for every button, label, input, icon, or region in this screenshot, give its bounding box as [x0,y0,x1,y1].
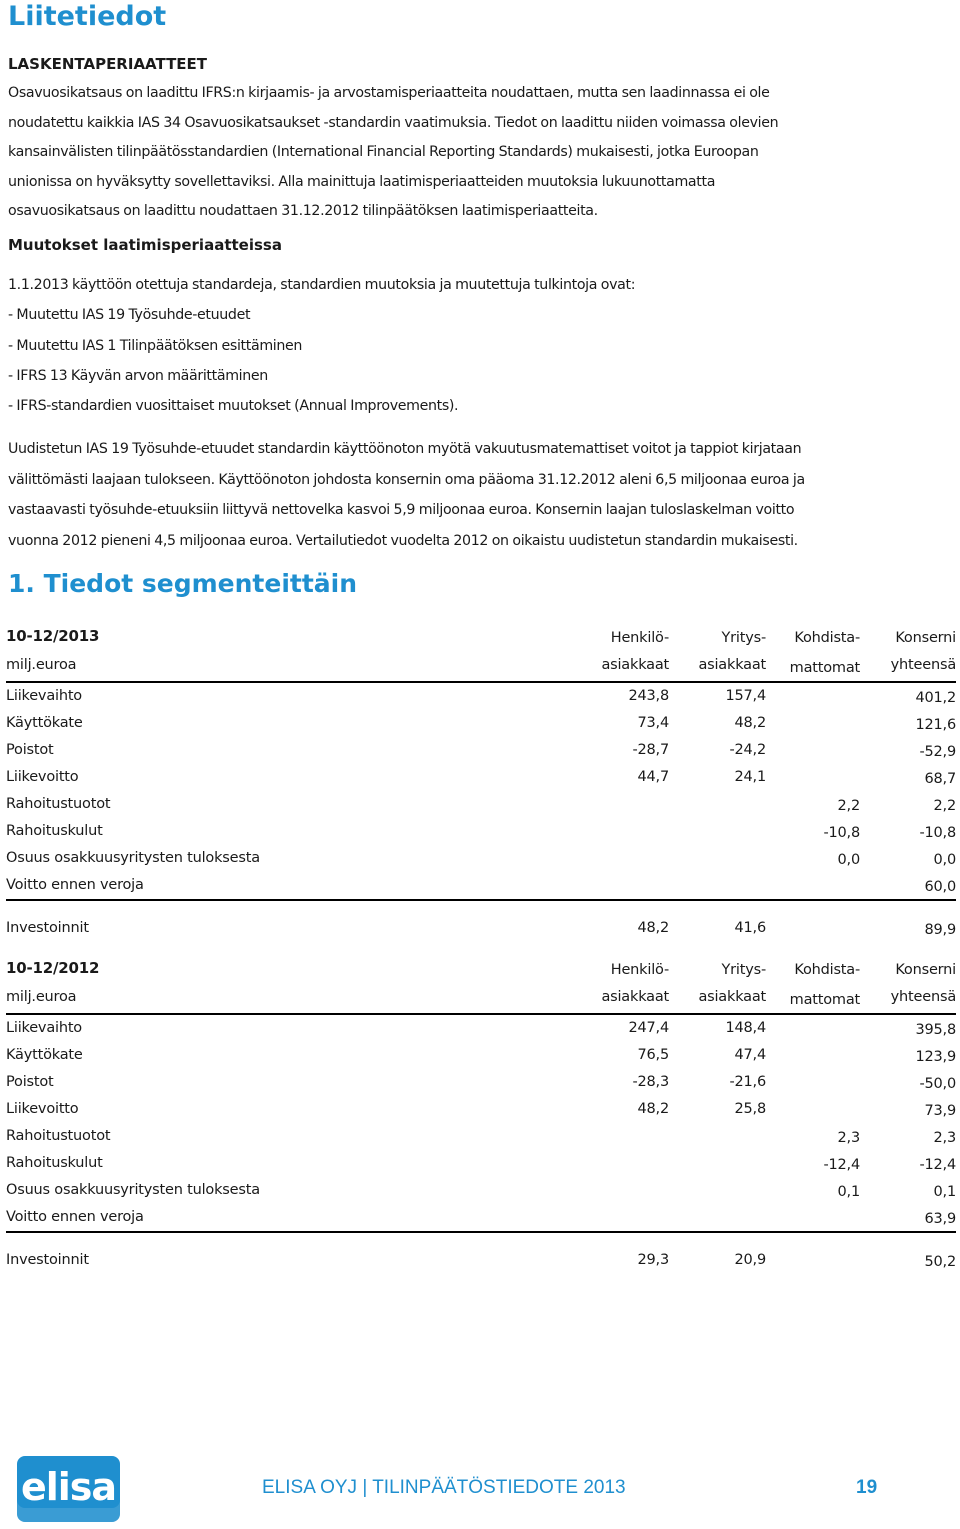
row-value: 121,6 [915,717,956,733]
table-period: 10-12/2013 [6,627,100,645]
row-label: Käyttökate [6,715,83,731]
list-item: - Muutettu IAS 19 Työsuhde-etuudet [8,307,251,324]
paragraph-line: 1.1.2013 käyttöön otettuja standardeja, standardien muutoksia ja muutettuja tulkintoja ovat: [8,277,636,293]
row-value: 0,1 [933,1184,956,1200]
column-header-line: asiakkaat [698,657,766,673]
table-row [6,1042,956,1069]
row-label: Osuus osakkuusyritysten tuloksesta [6,850,260,866]
row-label: Rahoituskulut [6,1155,103,1171]
paragraph-line: välittömästi laajaan tulokseen. Käyttöönoton johdosta konsernin oma pääoma 31.12.2012 aleni 6,5 miljoonaa euroa ja [8,471,805,488]
table-row [6,1177,956,1204]
row-value: 48,2 [734,715,766,731]
table-row [6,1123,956,1150]
row-value: -10,8 [919,825,956,841]
column-header-line: asiakkaat [698,989,766,1005]
column-header [891,625,956,679]
list-item: - IFRS-standardien vuosittaiset muutokset (Annual Improvements). [8,398,459,415]
table-header [6,624,956,683]
changes-heading: Muutokset laatimisperiaatteissa [8,236,282,254]
table-row [6,737,956,764]
row-value: -12,4 [823,1157,860,1173]
row-value: -10,8 [823,825,860,841]
paragraph-line: vastaavasti työsuhde-etuuksiin liittyvä nettovelka kasvoi 5,9 miljoonaa euroa. Konsernin laajan tuloslaskelman voitto [8,502,795,519]
row-value: 47,4 [734,1047,766,1063]
row-value: -21,6 [729,1074,766,1090]
paragraph-line: unionissa on hyväksytty sovellettaviksi. Alla mainittuja laatimisperiaatteiden muutoksia lukuunottamatta [8,173,716,190]
row-value: 0,0 [837,852,860,868]
row-value: 89,9 [924,922,956,938]
column-header-line: asiakkaat [601,657,669,673]
paragraph-line: noudatettu kaikkia IAS 34 Osavuosikatsaukset -standardin vaatimuksia. Tiedot on laadittu niiden voimassa olevien [8,114,779,131]
column-header-line: mattomat [789,992,860,1008]
column-header-line: Konserni [895,962,956,978]
table-row [6,872,956,901]
table-unit: milj.euroa [6,989,77,1005]
page-number: 19 [856,1477,878,1498]
row-label: Liikevaihto [6,688,82,704]
list-item: - Muutettu IAS 1 Tilinpäätöksen esittäminen [8,337,303,354]
row-label: Poistot [6,1074,54,1090]
column-header-line: yhteensä [890,657,956,673]
row-value: -50,0 [919,1076,956,1092]
row-value: 2,2 [837,798,860,814]
row-label: Voitto ennen veroja [6,877,144,893]
table-row [6,710,956,737]
row-value: 48,2 [637,920,669,936]
table-row [6,1069,956,1096]
row-value: 157,4 [725,688,766,704]
table-row [6,683,956,710]
row-value: 50,2 [924,1254,956,1270]
table-row [6,1204,956,1233]
column-header-line: Yritys- [721,962,766,978]
row-label: Liikevaihto [6,1020,82,1036]
changes-list [8,270,953,421]
column-header-line: Henkilö- [610,630,669,646]
investments-row [6,1247,956,1274]
list-item: - IFRS 13 Käyvän arvon määrittäminen [8,367,268,384]
row-label: Rahoitustuotot [6,796,111,812]
row-value: 29,3 [637,1252,669,1268]
row-value: 63,9 [924,1211,956,1227]
row-value: 76,5 [637,1047,669,1063]
row-value: 247,4 [628,1020,669,1036]
column-header [790,625,860,679]
accounting-principles-heading: LASKENTAPERIAATTEET [8,55,208,73]
segment-title: 1. Tiedot segmenteittäin [8,569,358,598]
table-row [6,1096,956,1123]
row-value: 73,9 [924,1103,956,1119]
page-title: Liitetiedot [8,1,167,32]
paragraph-line: osavuosikatsaus on laadittu noudattaen 31.12.2012 tilinpäätöksen laatimisperiaatteita. [8,203,598,219]
column-header [601,957,669,1011]
row-label: Voitto ennen veroja [6,1209,144,1225]
row-label: Rahoitustuotot [6,1128,111,1144]
column-header [698,957,766,1011]
table-header [6,956,956,1015]
row-value: 60,0 [924,879,956,895]
row-value: 20,9 [734,1252,766,1268]
table-row [6,791,956,818]
row-value: 401,2 [915,690,956,706]
row-value: -24,2 [729,742,766,758]
accounting-principles-paragraph [8,79,953,227]
row-label: Liikevoitto [6,1101,79,1117]
table-period: 10-12/2012 [6,959,100,977]
column-header-line: mattomat [789,660,860,676]
row-label: Osuus osakkuusyritysten tuloksesta [6,1182,260,1198]
row-value: -12,4 [919,1157,956,1173]
row-value: 41,6 [734,920,766,936]
column-header [891,957,956,1011]
table-row [6,1150,956,1177]
row-value: 24,1 [734,769,766,785]
elisa-logo: elisa [17,1456,120,1522]
row-value: 0,0 [933,852,956,868]
row-label: Liikevoitto [6,769,79,785]
row-value: 25,8 [734,1101,766,1117]
column-header-line: Yritys- [721,630,766,646]
row-label: Investoinnit [6,920,89,936]
row-value: 243,8 [628,688,669,704]
row-value: 395,8 [915,1022,956,1038]
footer-text: ELISA OYJ | TILINPÄÄTÖSTIEDOTE 2013 [262,1477,626,1498]
paragraph-line: Uudistetun IAS 19 Työsuhde-etuudet standardin käyttöönoton myötä vakuutusmatemattiset voitot ja tappiot kirjataan [8,441,802,457]
row-value: 2,3 [933,1130,956,1146]
row-value: 44,7 [637,769,669,785]
row-label: Poistot [6,742,54,758]
row-value: 0,1 [837,1184,860,1200]
paragraph-line: Osavuosikatsaus on laadittu IFRS:n kirjaamis- ja arvostamisperiaatteita noudattaen, mutta sen laadinnassa ei ole [8,85,770,101]
table-unit: milj.euroa [6,657,77,673]
investments-row [6,915,956,942]
row-value: 48,2 [637,1101,669,1117]
row-label: Käyttökate [6,1047,83,1063]
segment-table-2013 [6,624,956,942]
row-label: Investoinnit [6,1252,89,1268]
column-header-line: Konserni [895,630,956,646]
row-value: 73,4 [637,715,669,731]
segment-table-2012 [6,956,956,1274]
table-row [6,764,956,791]
row-value: -28,3 [632,1074,669,1090]
row-label: Rahoituskulut [6,823,103,839]
row-value: 123,9 [915,1049,956,1065]
table-row [6,1015,956,1042]
column-header [601,625,669,679]
row-value: 148,4 [725,1020,766,1036]
column-header-line: yhteensä [890,989,956,1005]
paragraph-line: vuonna 2012 pieneni 4,5 miljoonaa euroa. Vertailutiedot vuodelta 2012 on oikaistu uudistetun standardin mukaisesti. [8,533,798,550]
row-value: 68,7 [924,771,956,787]
table-row [6,818,956,845]
column-header-line: Kohdista- [794,962,860,978]
column-header [790,957,860,1011]
row-value: -52,9 [919,744,956,760]
table-row [6,845,956,872]
column-header-line: asiakkaat [601,989,669,1005]
column-header-line: Kohdista- [794,630,860,646]
row-value: 2,2 [933,798,956,814]
ias19-paragraph [8,434,953,557]
column-header [698,625,766,679]
paragraph-line: kansainvälisten tilinpäätösstandardien (International Financial Reporting Standards) mukaisesti, jotka Euroopan [8,144,759,160]
row-value: -28,7 [632,742,669,758]
row-value: 2,3 [837,1130,860,1146]
column-header-line: Henkilö- [610,962,669,978]
